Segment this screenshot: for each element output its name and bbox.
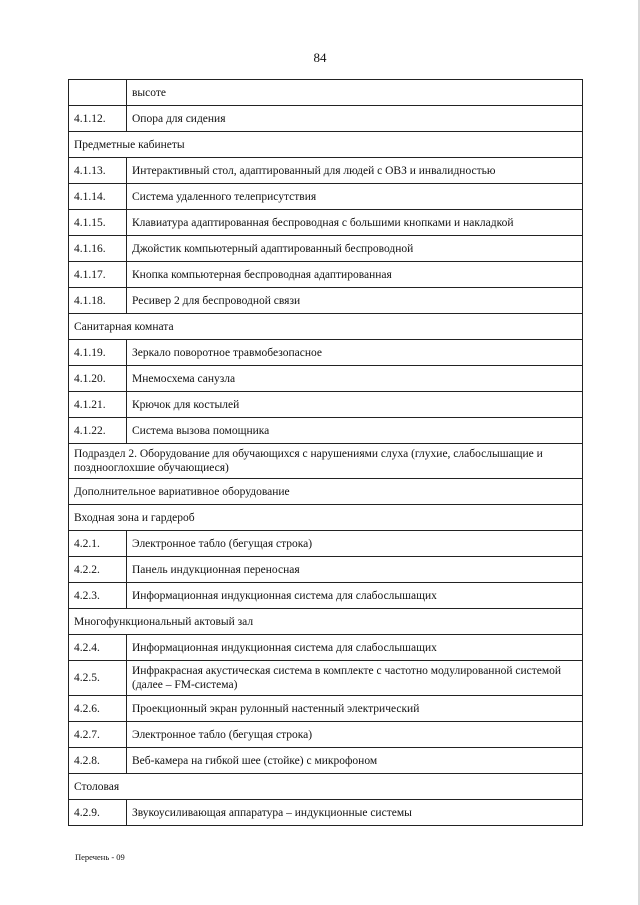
- item-code: 4.1.22.: [69, 418, 127, 444]
- section-row: [69, 479, 583, 505]
- item-description: Система удаленного телеприсутствия: [127, 184, 583, 210]
- section-title: Входная зона и гардероб: [69, 505, 583, 531]
- item-description: Электронное табло (бегущая строка): [127, 531, 583, 557]
- item-description: Звукоусиливающая аппаратура – индукционные системы: [127, 800, 583, 826]
- table-row: [69, 236, 583, 262]
- item-code: 4.2.4.: [69, 635, 127, 661]
- item-description: Веб-камера на гибкой шее (стойке) с микрофоном: [127, 748, 583, 774]
- table-row: [69, 418, 583, 444]
- item-code: 4.2.2.: [69, 557, 127, 583]
- table-row: [69, 262, 583, 288]
- item-code: 4.1.17.: [69, 262, 127, 288]
- table-row: [69, 340, 583, 366]
- table-row: [69, 366, 583, 392]
- item-code: 4.1.16.: [69, 236, 127, 262]
- section-row: [69, 314, 583, 340]
- item-description: Система вызова помощника: [127, 418, 583, 444]
- table-row: [69, 557, 583, 583]
- item-code: 4.1.14.: [69, 184, 127, 210]
- item-description: Крючок для костылей: [127, 392, 583, 418]
- table-row: [69, 80, 583, 106]
- item-code: 4.1.15.: [69, 210, 127, 236]
- item-code: 4.1.19.: [69, 340, 127, 366]
- section-title: Подраздел 2. Оборудование для обучающихся с нарушениями слуха (глухие, слабослышащие и позднооглохшие обучающиеся): [69, 444, 583, 479]
- table-row: [69, 392, 583, 418]
- table-row: [69, 696, 583, 722]
- section-title: Санитарная комната: [69, 314, 583, 340]
- section-title: Предметные кабинеты: [69, 132, 583, 158]
- item-description: Опора для сидения: [127, 106, 583, 132]
- section-title: Дополнительное вариативное оборудование: [69, 479, 583, 505]
- item-code: 4.1.20.: [69, 366, 127, 392]
- document-footer: Перечень - 09: [75, 852, 125, 862]
- item-description: Мнемосхема санузла: [127, 366, 583, 392]
- page-number: 84: [313, 50, 327, 65]
- item-description: Интерактивный стол, адаптированный для людей с ОВЗ и инвалидностью: [127, 158, 583, 184]
- table-row: [69, 184, 583, 210]
- table-row: [69, 748, 583, 774]
- item-code: 4.1.13.: [69, 158, 127, 184]
- table-row: [69, 635, 583, 661]
- item-code: 4.2.9.: [69, 800, 127, 826]
- table-row: [69, 210, 583, 236]
- item-description: Кнопка компьютерная беспроводная адаптированная: [127, 262, 583, 288]
- table-row: [69, 288, 583, 314]
- item-description: Проекционный экран рулонный настенный электрический: [127, 696, 583, 722]
- item-description: Информационная индукционная система для слабослышащих: [127, 635, 583, 661]
- section-row: [69, 505, 583, 531]
- item-code: 4.2.5.: [69, 661, 127, 696]
- table-row: [69, 800, 583, 826]
- section-title: Многофункциональный актовый зал: [69, 609, 583, 635]
- item-description: Клавиатура адаптированная беспроводная с большими кнопками и накладкой: [127, 210, 583, 236]
- item-code: 4.2.3.: [69, 583, 127, 609]
- item-code: 4.2.1.: [69, 531, 127, 557]
- section-row: [69, 609, 583, 635]
- table-row: [69, 722, 583, 748]
- item-description: Зеркало поворотное травмобезопасное: [127, 340, 583, 366]
- item-code: 4.2.7.: [69, 722, 127, 748]
- item-code: 4.1.18.: [69, 288, 127, 314]
- table-row: [69, 531, 583, 557]
- table-row: [69, 583, 583, 609]
- table-row: [69, 106, 583, 132]
- section-row: [69, 444, 583, 479]
- section-row: [69, 774, 583, 800]
- item-description: Информационная индукционная система для слабослышащих: [127, 583, 583, 609]
- section-row: [69, 132, 583, 158]
- table-row: [69, 158, 583, 184]
- section-title: Столовая: [69, 774, 583, 800]
- item-description: Электронное табло (бегущая строка): [127, 722, 583, 748]
- equipment-table: [68, 79, 583, 826]
- item-code: 4.1.12.: [69, 106, 127, 132]
- item-description: Инфракрасная акустическая система в комплекте с частотно модулированной системой (далее – FM-система): [127, 661, 583, 696]
- item-description: Панель индукционная переносная: [127, 557, 583, 583]
- item-code: 4.2.6.: [69, 696, 127, 722]
- item-code: [69, 80, 127, 106]
- item-code: 4.1.21.: [69, 392, 127, 418]
- item-description: Джойстик компьютерный адаптированный беспроводной: [127, 236, 583, 262]
- item-description: Ресивер 2 для беспроводной связи: [127, 288, 583, 314]
- item-code: 4.2.8.: [69, 748, 127, 774]
- item-description: высоте: [127, 80, 583, 106]
- table-row: [69, 661, 583, 696]
